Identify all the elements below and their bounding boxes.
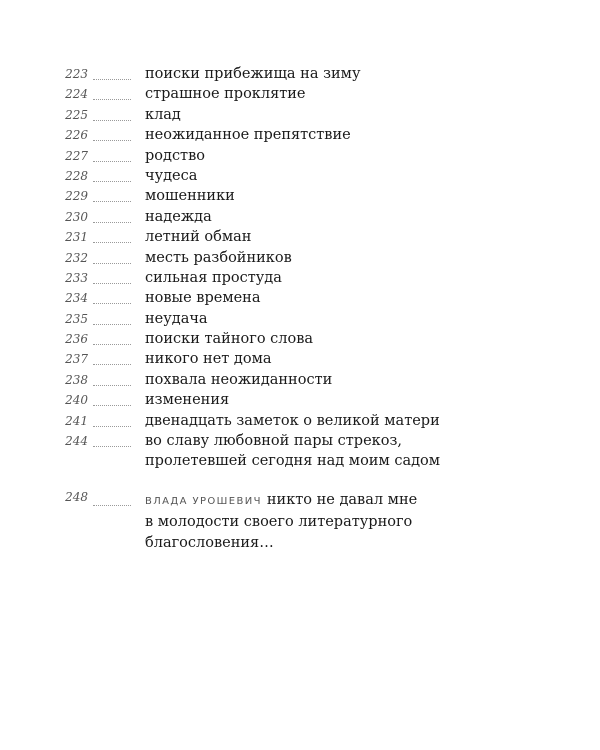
toc-entry [0,309,600,329]
entry-title: неожиданное препятствие [145,127,351,144]
entry-title: месть разбойников [145,249,292,266]
entry-title: новые времена [145,290,261,307]
dot-leader [93,390,131,406]
toc-entry-multiline [0,431,600,472]
entry-title-line: пролетевшей сегодня над моим садом [145,453,441,470]
toc-entry [0,329,600,349]
toc-entry [0,166,600,186]
page-number: 234 [65,291,88,306]
dot-leader [93,309,131,325]
afterword-title-line: благословения… [145,535,274,552]
page-number: 230 [65,209,88,224]
dot-leader [93,64,131,80]
page-number: 229 [65,189,88,204]
dot-leader [93,207,131,223]
afterword-title-block [145,490,417,554]
page-number: 228 [65,168,88,183]
entry-title: страшное проклятие [145,86,306,103]
dot-leader [93,268,131,284]
author-name: ВЛАДА УРОШЕВИЧ [145,496,262,507]
toc-entry [0,146,600,166]
entry-title-block [145,431,440,472]
entry-title: родство [145,147,205,164]
page-number: 237 [65,352,88,367]
toc-entry [0,186,600,206]
page-number: 233 [65,270,88,285]
dot-leader [93,146,131,162]
toc-entry [0,105,600,125]
dot-leader [93,186,131,202]
dot-leader [93,125,131,141]
table-of-contents [0,64,600,472]
afterword-row [0,490,600,554]
dot-leader [93,105,131,121]
dot-leader [93,166,131,182]
dot-leader [93,490,131,506]
page-number: 248 [65,490,88,504]
toc-entry [0,349,600,369]
toc-entry [0,227,600,247]
afterword-title-text: никто не давал мне [266,492,418,508]
entry-title: чудеса [145,167,198,184]
entry-title: изменения [145,392,230,409]
toc-entry [0,288,600,308]
toc-entry [0,125,600,145]
entry-title: летний обман [145,229,252,246]
dot-leader [93,431,131,447]
entry-title: поиски прибежища на зиму [145,66,361,82]
afterword-title-line [145,490,417,512]
toc-entry [0,390,600,410]
dot-leader [93,329,131,345]
page-number: 232 [65,250,88,265]
entry-title: поиски тайного слова [145,331,314,348]
page-number: 224 [65,87,88,102]
page-number: 244 [65,434,88,449]
afterword-entry [0,490,600,554]
toc-entry [0,411,600,431]
dot-leader [93,248,131,264]
dot-leader [93,227,131,243]
entry-title: сильная простуда [145,269,282,286]
entry-title: двенадцать заметок о великой матери [145,412,440,429]
toc-entry [0,84,600,104]
toc-entry [0,370,600,390]
entry-title: неудача [145,310,208,327]
entry-title-line: во славу любовной пары стрекоз, [145,433,402,450]
toc-entry [0,268,600,288]
toc-entry [0,248,600,268]
page-number: 231 [65,230,88,245]
dot-leader [93,411,131,427]
page-number: 235 [65,311,88,326]
toc-entry [0,64,600,84]
entry-title: клад [145,106,181,123]
dot-leader [93,288,131,304]
entry-title: мошенники [145,188,235,205]
toc-entry [0,207,600,227]
page-number: 241 [65,413,88,428]
page-number: 227 [65,148,88,163]
page-number: 238 [65,372,88,387]
entry-title: никого нет дома [145,351,272,368]
entry-title: похвала неожиданности [145,371,333,388]
dot-leader [93,349,131,365]
page-number: 236 [65,332,88,347]
page-number: 226 [65,128,88,143]
page-number: 223 [65,67,88,81]
dot-leader [93,84,131,100]
page-number: 225 [65,107,88,122]
page-number: 240 [65,393,88,408]
afterword-title-line: в молодости своего литературного [145,514,413,531]
dot-leader [93,370,131,386]
entry-title: надежда [145,208,212,225]
